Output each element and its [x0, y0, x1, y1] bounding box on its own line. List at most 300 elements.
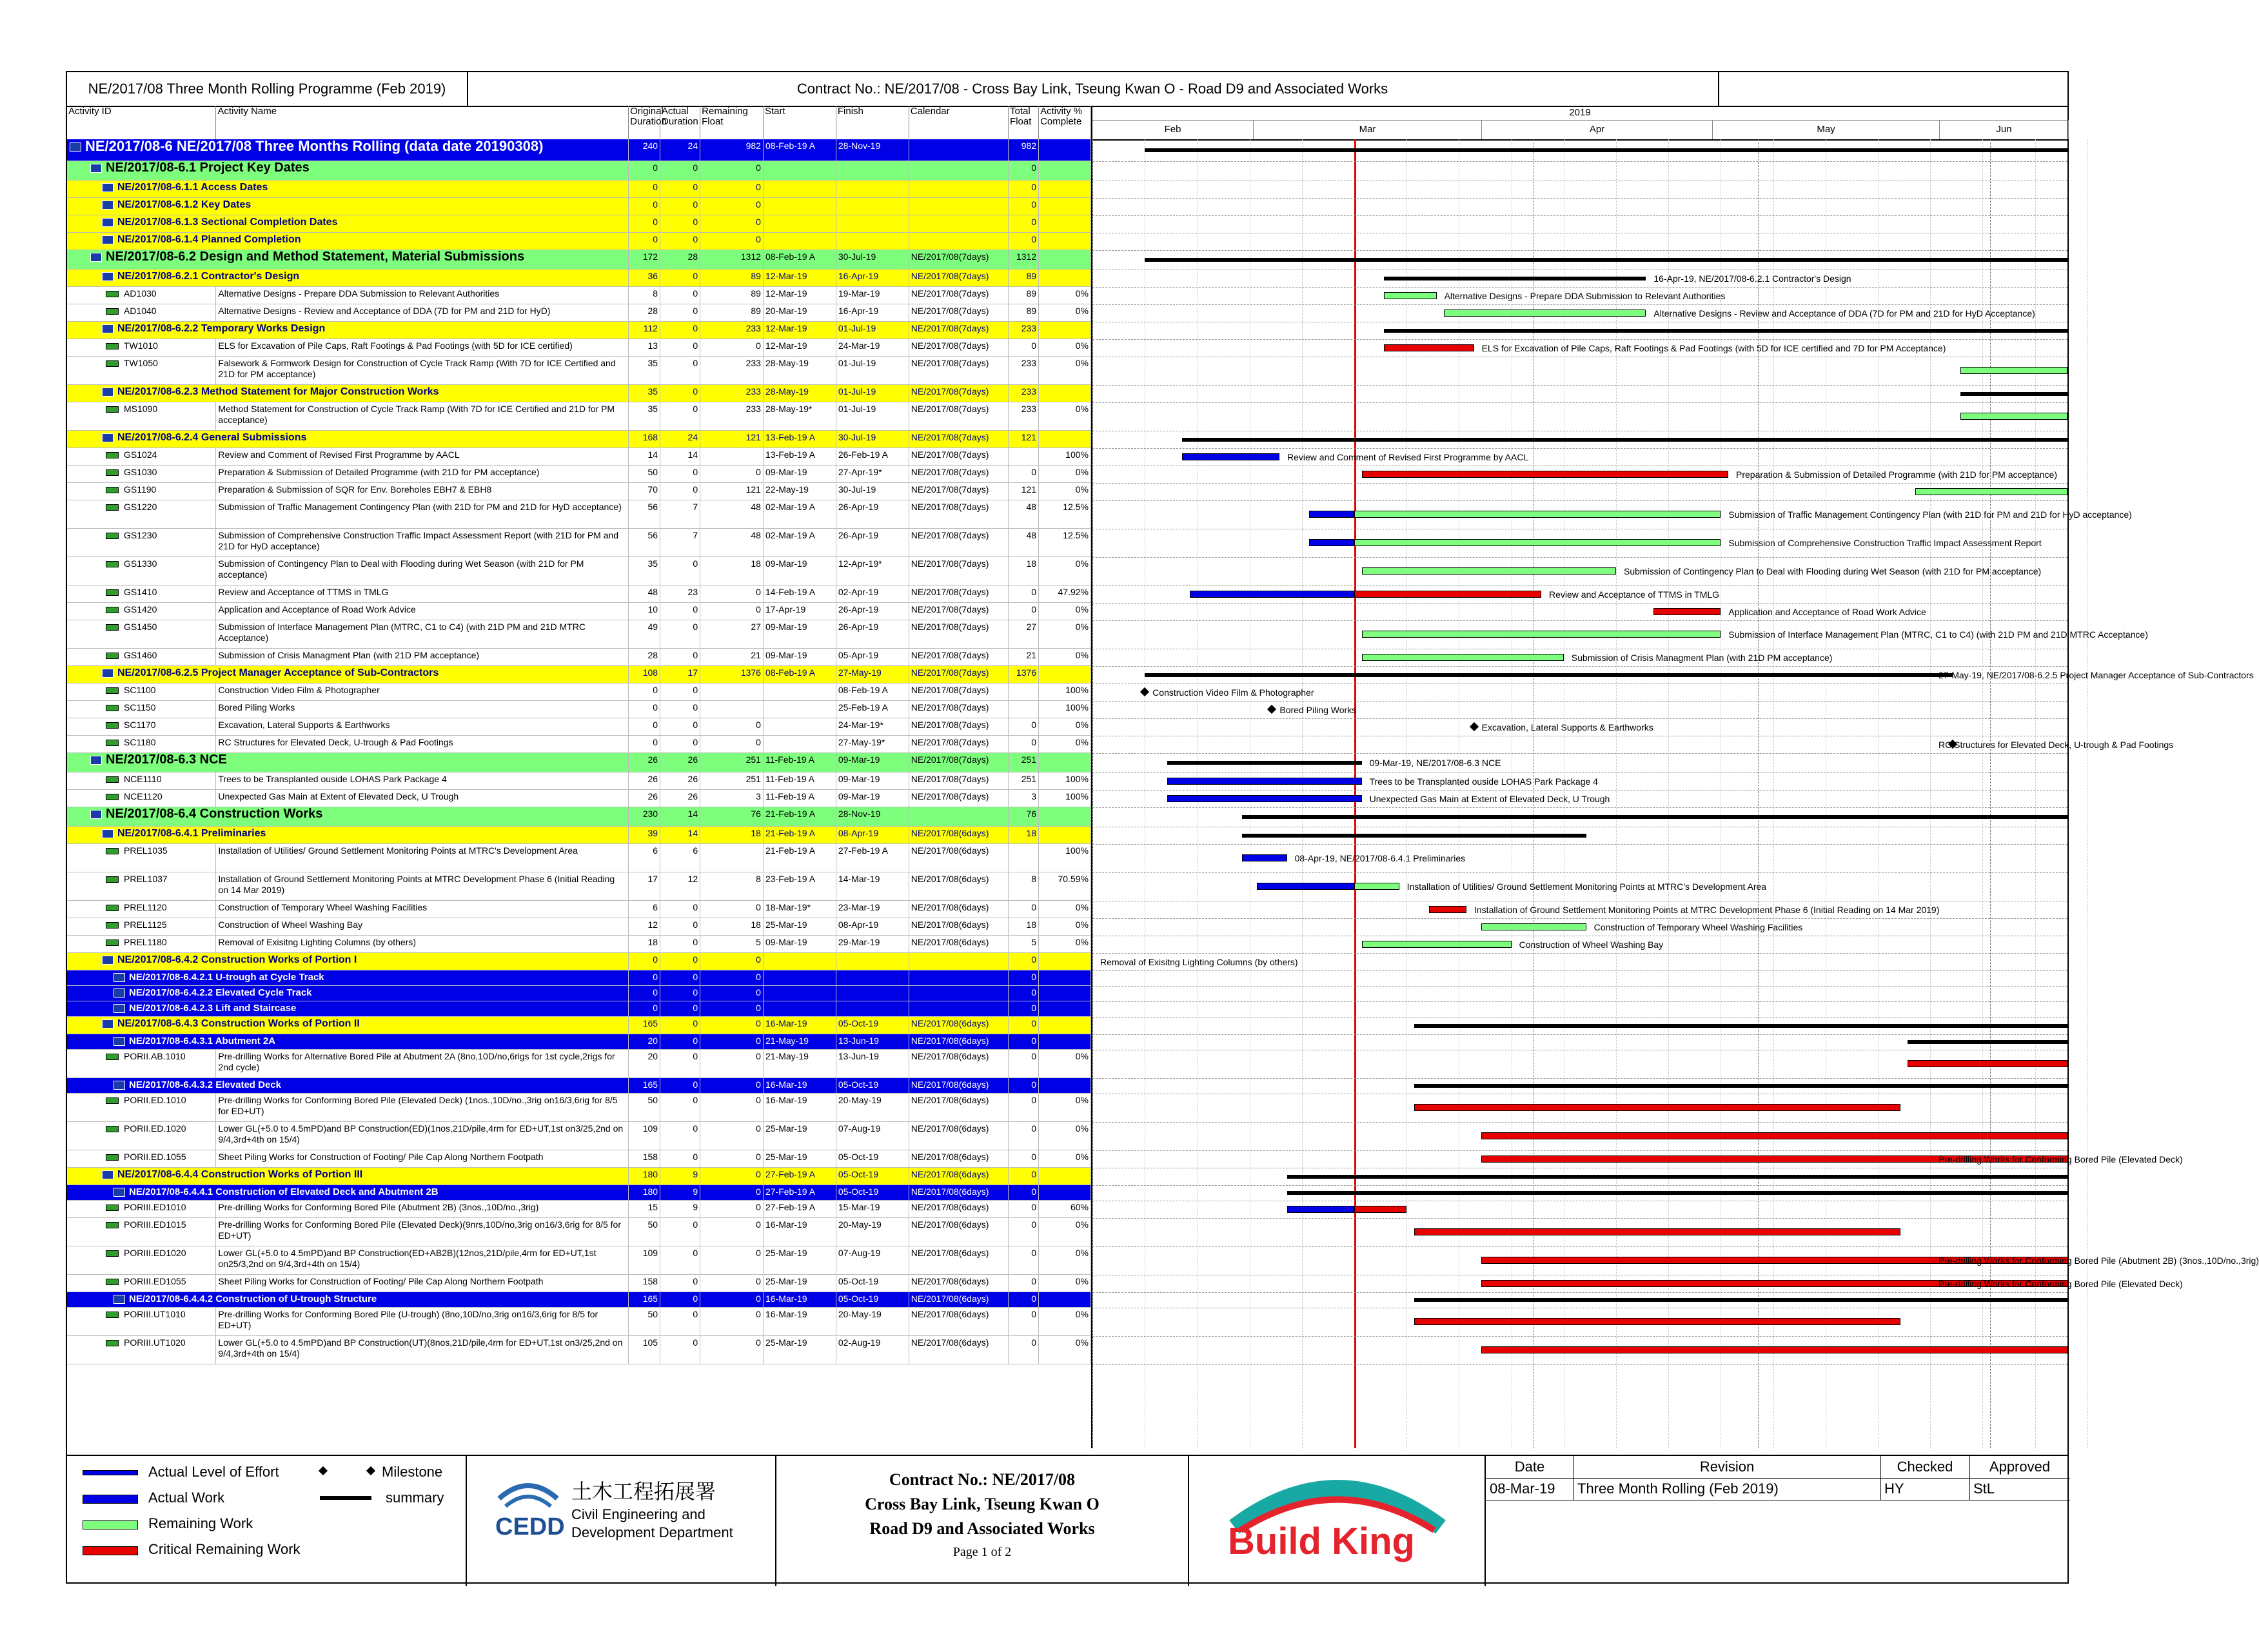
cell-nm: Preparation & Submission of SQR for Env. Boreholes EBH7 & EBH8: [216, 483, 629, 500]
activity-row[interactable]: [67, 557, 1091, 585]
cell-pc: [1039, 1001, 1091, 1016]
summary-bar[interactable]: [1242, 834, 1586, 838]
activity-row[interactable]: [67, 1336, 1091, 1364]
bar-label: Bored Piling Works: [1279, 704, 1357, 715]
cell-tf: 0: [1009, 1168, 1039, 1185]
cell-nm: Pre-drilling Works for Alternative Bored Pile at Abutment 2A (8no,10D/no,6rigs for 1st cycle,2rigs for 2nd cycle): [216, 1050, 629, 1077]
cell-cal: NE/2017/08(6days): [909, 827, 1009, 843]
cell-rf: 48: [700, 529, 764, 556]
cell-pc: 100%: [1039, 701, 1091, 718]
cell-id: [67, 772, 216, 789]
cell-pc: [1039, 1078, 1091, 1093]
cell-id: [67, 483, 216, 500]
bar-label: Pre-drilling Works for Conforming Bored Pile (Elevated Deck): [1938, 1154, 2183, 1165]
column-finish[interactable]: Finish: [836, 106, 909, 139]
remaining-work-bar[interactable]: [1384, 292, 1436, 299]
cell-fi: [836, 161, 909, 180]
activity-id: GS1450: [124, 622, 157, 632]
critical-remaining-bar[interactable]: [1384, 344, 1474, 351]
cell-od: 108: [629, 666, 660, 683]
folder-icon: [113, 973, 125, 982]
row-gridline: [1092, 872, 2067, 873]
actual-work-bar[interactable]: [1309, 539, 1354, 546]
cell-cal: NE/2017/08(6days): [909, 1034, 1009, 1049]
cell-tf: 0: [1009, 1308, 1039, 1335]
activity-row[interactable]: [67, 466, 1091, 483]
activity-row[interactable]: [67, 483, 1091, 500]
milestone-marker[interactable]: [1470, 722, 1479, 731]
cell-cal: NE/2017/08(7days): [909, 250, 1009, 269]
folder-icon: [102, 433, 113, 442]
column-original-duration[interactable]: Original Duration: [629, 106, 660, 139]
summary-bar[interactable]: [1414, 1024, 2067, 1028]
cedd-chinese: 土木工程拓展署: [571, 1480, 716, 1503]
task-icon: [106, 1154, 119, 1161]
cell-pc: 70.59%: [1039, 872, 1091, 900]
cell-tf: 76: [1009, 807, 1039, 826]
cell-od: 28: [629, 649, 660, 665]
gantt-chart: [1091, 139, 2259, 1448]
cell-ad: 7: [660, 500, 700, 528]
cell-cal: NE/2017/08(7days): [909, 736, 1009, 752]
rev-head-revision: Revision: [1699, 1459, 1755, 1475]
row-gridline: [1092, 1122, 2067, 1123]
cell-cal: NE/2017/08(6days): [909, 901, 1009, 918]
summary-bar[interactable]: [1414, 1084, 2067, 1088]
actual-work-bar[interactable]: [1257, 883, 1354, 890]
cell-tf: 0: [1009, 198, 1039, 215]
column-activity-id[interactable]: Activity ID: [67, 106, 216, 139]
bar-label: Alternative Designs - Review and Acceptance of DDA (7D for PM and 21D for HyD Acceptance): [1653, 308, 2035, 319]
milestone-marker[interactable]: [1267, 704, 1276, 713]
actual-work-bar[interactable]: [1242, 854, 1287, 861]
cell-pc: 0%: [1039, 918, 1091, 935]
folder-icon: [90, 810, 102, 819]
critical-remaining-bar[interactable]: [1653, 608, 1721, 615]
wbs-name: NE/2017/08-6.2.4 General Submissions: [117, 432, 307, 443]
cell-pc: 0%: [1039, 1246, 1091, 1274]
cell-pc: 0%: [1039, 483, 1091, 500]
cell-fi: 02-Apr-19: [836, 585, 909, 602]
wbs-group-row[interactable]: [67, 1292, 1091, 1308]
cell-od: 158: [629, 1275, 660, 1292]
cell-st: 21-May-19: [764, 1034, 836, 1049]
bar-label: Review and Acceptance of TTMS in TMLG: [1549, 589, 1720, 600]
bar-label: 08-Apr-19, NE/2017/08-6.4.1 Preliminaries: [1294, 853, 1466, 863]
task-icon: [106, 848, 119, 854]
wbs-group-row[interactable]: [67, 181, 1091, 198]
summary-bar[interactable]: [1384, 277, 1646, 280]
wbs-group-row[interactable]: [67, 215, 1091, 233]
critical-remaining-bar[interactable]: [1362, 471, 1728, 478]
activity-row[interactable]: [67, 872, 1091, 901]
activity-row[interactable]: [67, 448, 1091, 466]
cell-tf: 1312: [1009, 250, 1039, 269]
summary-bar[interactable]: [1145, 148, 2067, 152]
wbs-group-row[interactable]: [67, 1168, 1091, 1185]
activity-row[interactable]: [67, 844, 1091, 872]
summary-bar[interactable]: [1287, 1191, 2067, 1195]
cell-nm: Trees to be Transplanted ouside LOHAS Park Package 4: [216, 772, 629, 789]
row-gridline: [1092, 250, 2067, 251]
activity-row[interactable]: [67, 287, 1091, 304]
cell-fi: 27-May-19: [836, 666, 909, 683]
activity-row[interactable]: [67, 901, 1091, 918]
wbs-group-row[interactable]: [67, 1034, 1091, 1050]
cell-nm: Bored Piling Works: [216, 701, 629, 718]
actual-work-bar[interactable]: [1182, 453, 1279, 460]
activity-row[interactable]: [67, 1275, 1091, 1292]
cell-pc: [1039, 431, 1091, 447]
cell-rf: 76: [700, 807, 764, 826]
column-remaining-float[interactable]: Remaining Float: [700, 106, 764, 139]
wbs-group-row[interactable]: [67, 1001, 1091, 1017]
cell-pc: [1039, 1034, 1091, 1049]
remaining-work-bar[interactable]: [1444, 310, 1646, 317]
remaining-work-bar[interactable]: [1354, 511, 1721, 518]
critical-remaining-bar[interactable]: [1429, 906, 1466, 913]
cell-st: 09-Mar-19: [764, 936, 836, 952]
cell-pc: [1039, 1292, 1091, 1307]
bar-label: Alternative Designs - Prepare DDA Submission to Relevant Authorities: [1444, 290, 1726, 301]
cell-cal: NE/2017/08(6days): [909, 1050, 1009, 1077]
cell-cal: NE/2017/08(6days): [909, 1275, 1009, 1292]
activity-row[interactable]: [67, 649, 1091, 666]
activity-id: PORIII.UT1020: [124, 1337, 186, 1348]
wbs-name: NE/2017/08-6.1 Project Key Dates: [106, 161, 310, 175]
cell-cal: NE/2017/08(6days): [909, 1201, 1009, 1217]
cell-nm: Preparation & Submission of Detailed Programme (with 21D for PM acceptance): [216, 466, 629, 482]
cell-pc: 0%: [1039, 649, 1091, 665]
wbs-group-row[interactable]: [67, 431, 1091, 448]
cell-tf: 0: [1009, 181, 1039, 197]
cell-cal: NE/2017/08(7days): [909, 500, 1009, 528]
cell-od: 0: [629, 181, 660, 197]
cell-cal: [909, 139, 1009, 161]
cell-cal: NE/2017/08(7days): [909, 357, 1009, 384]
summary-bar[interactable]: [1384, 329, 2067, 333]
critical-remaining-bar[interactable]: [1481, 1132, 2067, 1139]
wbs-group-row[interactable]: [67, 666, 1091, 683]
cell-pc: 0%: [1039, 718, 1091, 735]
task-icon: [106, 722, 119, 729]
cell-fi: 26-Feb-19 A: [836, 448, 909, 465]
column-activity-name[interactable]: Activity Name: [216, 106, 629, 139]
cell-ad: 0: [660, 986, 700, 1001]
remaining-work-bar[interactable]: [1362, 567, 1616, 575]
wbs-group-row[interactable]: [67, 385, 1091, 402]
bar-label: Pre-drilling Works for Conforming Bored Pile (Abutment 2B) (3nos.,10D/no.,3rig): [1938, 1255, 2259, 1266]
row-gridline: [1092, 772, 2067, 773]
activity-row[interactable]: [67, 736, 1091, 753]
activity-row[interactable]: [67, 683, 1091, 701]
remaining-work-bar[interactable]: [1960, 413, 2067, 420]
cell-rf: 121: [700, 483, 764, 500]
critical-remaining-bar[interactable]: [1354, 1206, 1406, 1213]
wbs-group-row[interactable]: [67, 233, 1091, 250]
bar-label: Construction Video Film & Photographer: [1152, 687, 1314, 698]
cell-cal: NE/2017/08(6days): [909, 1246, 1009, 1274]
cell-pc: 0%: [1039, 304, 1091, 321]
cell-nm: Submission of Comprehensive Construction Traffic Impact Assessment Report (with 21D for PM and 21D for HyD acceptance): [216, 529, 629, 556]
cell-nm: Submission of Interface Management Plan (MTRC, C1 to C4) (with 21D PM and 21D MTRC Acceptance): [216, 620, 629, 648]
activity-row[interactable]: [67, 1308, 1091, 1336]
wbs-group-row[interactable]: [67, 1078, 1091, 1094]
summary-bar[interactable]: [1414, 1298, 2067, 1302]
cell-tf: 0: [1009, 1017, 1039, 1034]
cell-nm: Sheet Piling Works for Construction of Footing/ Pile Cap Along Northern Footpath: [216, 1275, 629, 1292]
cedd-logo: [493, 1473, 564, 1544]
cell-rf: 0: [700, 339, 764, 356]
cell-nm: Pre-drilling Works for Conforming Bored Pile (U-trough) (8no,10D/no,3rig on16/3,6rig for 8/5 for ED+UT): [216, 1308, 629, 1335]
critical-remaining-bar[interactable]: [1481, 1346, 2067, 1353]
cell-fi: 26-Apr-19: [836, 603, 909, 620]
actual-work-bar[interactable]: [1309, 511, 1354, 518]
legend-critical: Critical Remaining Work: [148, 1541, 301, 1557]
remaining-work-bar[interactable]: [1915, 488, 2067, 495]
cell-cal: NE/2017/08(7days): [909, 753, 1009, 772]
remaining-work-bar[interactable]: [1354, 883, 1399, 890]
wbs-group-row[interactable]: [67, 322, 1091, 339]
cell-cal: NE/2017/08(7days): [909, 701, 1009, 718]
actual-work-bar[interactable]: [1190, 591, 1354, 598]
activity-row[interactable]: [67, 304, 1091, 322]
cell-ad: 9: [660, 1201, 700, 1217]
wbs-name: NE/2017/08-6.4.2.3 Lift and Staircase: [129, 1003, 297, 1014]
activity-table: [67, 139, 1091, 1448]
actual-work-bar[interactable]: [1167, 778, 1362, 785]
activity-row[interactable]: [67, 1050, 1091, 1078]
task-icon: [106, 360, 119, 367]
cell-od: 0: [629, 970, 660, 985]
summary-bar[interactable]: [1242, 815, 2067, 819]
cell-st: 16-Mar-19: [764, 1218, 836, 1246]
wbs-group-row[interactable]: [67, 753, 1091, 772]
column-actual-duration[interactable]: Actual Duration: [660, 106, 700, 139]
cell-tf: 18: [1009, 557, 1039, 585]
remaining-work-bar[interactable]: [1354, 539, 1721, 546]
cell-tf: 0: [1009, 215, 1039, 232]
cell-cal: [909, 1001, 1009, 1016]
activity-row[interactable]: [67, 1218, 1091, 1246]
cell-rf: 0: [700, 1292, 764, 1307]
cell-id: [67, 557, 216, 585]
cell-tf: 18: [1009, 918, 1039, 935]
critical-remaining-bar[interactable]: [1414, 1228, 1900, 1235]
cell-id: [67, 1246, 216, 1274]
summary-bar[interactable]: [1908, 1040, 2067, 1044]
cell-pc: 0%: [1039, 557, 1091, 585]
row-gridline: [1092, 666, 2067, 667]
legend-actual-work: Actual Work: [148, 1490, 225, 1506]
activity-row[interactable]: [67, 718, 1091, 736]
wbs-group-row[interactable]: [67, 827, 1091, 844]
cell-tf: [1009, 448, 1039, 465]
row-gridline: [1092, 1246, 2067, 1247]
activity-row[interactable]: [67, 603, 1091, 620]
wbs-group-row[interactable]: [67, 986, 1091, 1001]
activity-row[interactable]: [67, 772, 1091, 790]
cell-id: [67, 529, 216, 556]
wbs-group-row[interactable]: [67, 250, 1091, 270]
cell-id: [67, 287, 216, 304]
cell-nm: Review and Acceptance of TTMS in TMLG: [216, 585, 629, 602]
timescale-year: 2019: [1092, 106, 2067, 121]
wbs-group-row[interactable]: [67, 161, 1091, 181]
cell-ad: 0: [660, 683, 700, 700]
folder-icon: [102, 235, 113, 244]
cell-nm: Installation of Ground Settlement Monitoring Points at MTRC Development Phase 6 (Initial Reading on 14 Mar 2019): [216, 872, 629, 900]
wbs-group-row[interactable]: [67, 970, 1091, 986]
activity-id: GS1330: [124, 558, 157, 569]
wbs-group-row[interactable]: [67, 198, 1091, 215]
rev-head-checked: Checked: [1897, 1459, 1953, 1475]
wbs-name: NE/2017/08-6.1.2 Key Dates: [117, 199, 252, 210]
cell-st: 21-May-19: [764, 1050, 836, 1077]
cell-od: 230: [629, 807, 660, 826]
activity-id: SC1100: [124, 685, 156, 695]
cell-st: 28-May-19: [764, 357, 836, 384]
column-percent-complete[interactable]: Activity % Complete: [1039, 106, 1091, 139]
activity-row[interactable]: [67, 918, 1091, 936]
wbs-group-row[interactable]: [67, 139, 1091, 161]
cell-fi: 28-Nov-19: [836, 139, 909, 161]
remaining-work-bar[interactable]: [1960, 367, 2067, 374]
cell-rf: 0: [700, 1150, 764, 1167]
cell-rf: 18: [700, 557, 764, 585]
summary-bar[interactable]: [1287, 1175, 2067, 1179]
bar-label: RC Structures for Elevated Deck, U-trough & Pad Footings: [1938, 739, 2174, 750]
wbs-group-row[interactable]: [67, 953, 1091, 970]
activity-id: PREL1180: [124, 937, 167, 947]
wbs-group-row[interactable]: [67, 807, 1091, 827]
cell-id: [67, 1094, 216, 1121]
activity-id: TW1050: [124, 358, 158, 368]
wbs-name: NE/2017/08-6.2.5 Project Manager Acceptance of Sub-Contractors: [117, 667, 439, 678]
cell-st: 11-Feb-19 A: [764, 753, 836, 772]
remaining-work-bar[interactable]: [1362, 654, 1564, 661]
cell-id: [67, 872, 216, 900]
cell-nm: Unexpected Gas Main at Extent of Elevated Deck, U Trough: [216, 790, 629, 807]
activity-row[interactable]: [67, 529, 1091, 557]
activity-row[interactable]: [67, 1201, 1091, 1218]
task-icon: [106, 653, 119, 659]
cell-tf: [1009, 683, 1039, 700]
cell-pc: [1039, 827, 1091, 843]
actual-work-bar[interactable]: [1167, 795, 1362, 802]
cell-id: [67, 1218, 216, 1246]
cell-rf: 0: [700, 953, 764, 970]
activity-row[interactable]: [67, 500, 1091, 529]
cell-nm: ELS for Excavation of Pile Caps, Raft Footings & Pad Footings (with 5D for ICE certified): [216, 339, 629, 356]
wbs-group-row[interactable]: [67, 1185, 1091, 1201]
remaining-work-bar[interactable]: [1362, 631, 1721, 638]
cell-cal: [909, 953, 1009, 970]
cell-fi: [836, 181, 909, 197]
cell-fi: 23-Mar-19: [836, 901, 909, 918]
activity-id: GS1460: [124, 650, 157, 660]
remaining-work-bar[interactable]: [1481, 923, 1586, 930]
cell-rf: 89: [700, 270, 764, 286]
cell-fi: 14-Mar-19: [836, 872, 909, 900]
cell-cal: NE/2017/08(6days): [909, 1122, 1009, 1150]
activity-row[interactable]: [67, 1094, 1091, 1122]
column-calendar[interactable]: Calendar: [909, 106, 1009, 139]
activity-row[interactable]: [67, 620, 1091, 649]
cell-rf: 0: [700, 1275, 764, 1292]
legend: [67, 1456, 467, 1586]
cell-cal: NE/2017/08(7days): [909, 790, 1009, 807]
summary-bar[interactable]: [1145, 673, 1953, 677]
cell-id: [67, 466, 216, 482]
activity-row[interactable]: [67, 1246, 1091, 1275]
cell-id: [67, 339, 216, 356]
milestone-marker[interactable]: [1140, 687, 1149, 696]
cell-rf: [700, 701, 764, 718]
cell-rf: 0: [700, 233, 764, 250]
summary-bar[interactable]: [1182, 438, 2067, 442]
cell-cal: NE/2017/08(7days): [909, 448, 1009, 465]
summary-bar[interactable]: [1145, 258, 2067, 262]
cell-ad: 0: [660, 1218, 700, 1246]
legend-remaining: Remaining Work: [148, 1515, 253, 1531]
actual-work-bar[interactable]: [1287, 1206, 1354, 1213]
activity-row[interactable]: [67, 701, 1091, 718]
cell-st: 25-Mar-19: [764, 1246, 836, 1274]
cell-fi: [836, 953, 909, 970]
activity-id: PORIII.ED1055: [124, 1276, 186, 1286]
task-icon: [106, 922, 119, 929]
activity-row[interactable]: [67, 1122, 1091, 1150]
summary-bar[interactable]: [1167, 761, 1362, 765]
critical-remaining-bar[interactable]: [1414, 1318, 1900, 1325]
summary-bar[interactable]: [1960, 392, 2067, 396]
cell-id: [67, 683, 216, 700]
row-gridline: [1092, 215, 2067, 216]
cell-st: 17-Apr-19: [764, 603, 836, 620]
activity-row[interactable]: [67, 1150, 1091, 1168]
cell-od: 14: [629, 448, 660, 465]
cell-cal: NE/2017/08(7days): [909, 585, 1009, 602]
cell-fi: 09-Mar-19: [836, 753, 909, 772]
column-start[interactable]: Start: [764, 106, 836, 139]
activity-row[interactable]: [67, 585, 1091, 603]
wbs-group-row[interactable]: [67, 270, 1091, 287]
cell-cal: NE/2017/08(7days): [909, 649, 1009, 665]
cell-rf: 8: [700, 872, 764, 900]
activity-row[interactable]: [67, 357, 1091, 385]
critical-remaining-bar[interactable]: [1354, 591, 1541, 598]
column-total-float[interactable]: Total Float: [1009, 106, 1039, 139]
remaining-work-bar[interactable]: [1362, 941, 1512, 948]
critical-remaining-bar[interactable]: [1908, 1060, 2067, 1067]
cell-id: [67, 736, 216, 752]
bar-label: Submission of Interface Management Plan (MTRC, C1 to C4) (with 21D PM and 21D MTRC Acceptance): [1728, 629, 2148, 640]
cell-cal: NE/2017/08(7days): [909, 402, 1009, 430]
critical-remaining-bar[interactable]: [1414, 1104, 1900, 1111]
wbs-group-row[interactable]: [67, 1017, 1091, 1034]
cell-ad: 0: [660, 385, 700, 402]
activity-row[interactable]: [67, 790, 1091, 807]
activity-row[interactable]: [67, 936, 1091, 953]
cell-fi: 05-Oct-19: [836, 1017, 909, 1034]
cell-od: 180: [629, 1185, 660, 1200]
cell-fi: 09-Mar-19: [836, 772, 909, 789]
row-gridline: [1092, 844, 2067, 845]
activity-row[interactable]: [67, 339, 1091, 357]
cell-od: 35: [629, 357, 660, 384]
activity-row[interactable]: [67, 402, 1091, 431]
